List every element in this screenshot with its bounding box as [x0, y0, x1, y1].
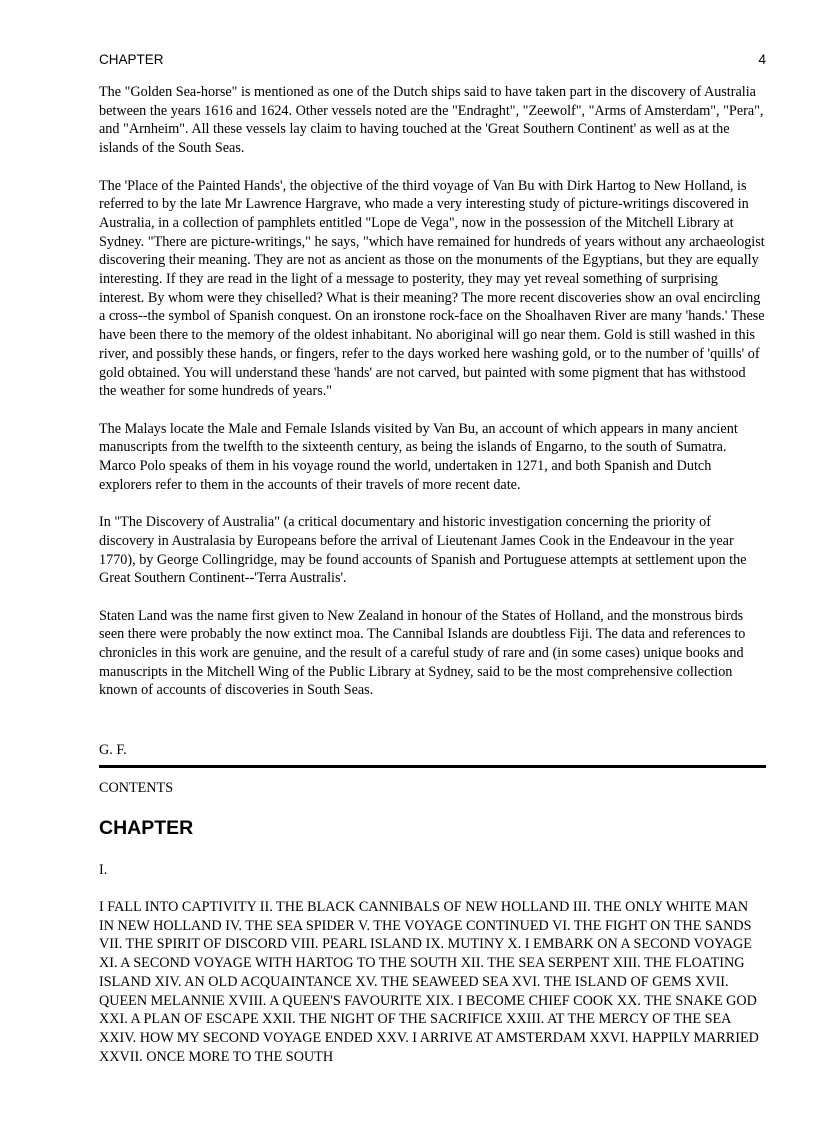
chapter-numeral: I. — [99, 862, 108, 878]
page-number: 4 — [758, 52, 766, 67]
paragraph: In "The Discovery of Australia" (a critical documentary and historic investigation concerning the priority of discovery in Australasia by Europeans before the arrival of Lieutenant James Cook in the Endeavour in the year 1770), by George Collingridge, may be found accounts of Spanish and Portuguese attempts at settlement upon the Great Southern Continent--'Terra Australis'. — [99, 514, 747, 587]
paragraph: The Malays locate the Male and Female Islands visited by Van Bu, an account of which appears in many ancient manuscripts from the twelfth to the sixteenth century, as being the islands of Engarno, to the south of Sumatra. Marco Polo speaks of them in his voyage round the world, undertaken in 1271, and both Spanish and Dutch explorers refer to them in the accounts of their travels of more recent date. — [99, 420, 738, 493]
paragraph: The "Golden Sea-horse" is mentioned as one of the Dutch ships said to have taken part in the discovery of Australia between the years 1616 and 1624. Other vessels noted are the "Endraght", "Zeewolf", "Arms of Amsterdam", "Pera", and "Arnheim". All these vessels lay claim to having touched at the 'Great Southern Continent' as well as at the islands of the South Seas. — [99, 84, 764, 157]
section-divider — [99, 765, 766, 768]
preface-body — [99, 83, 766, 719]
paragraph: The 'Place of the Painted Hands', the objective of the third voyage of Van Bu with Dirk Hartog to New Holland, is referred to by the late Mr Lawrence Hargrave, who made a very interesting study of picture-writings discovered in Australia, in a collection of pamphlets entitled "Lope de Vega", now in the possession of the Mitchell Library at Sydney. "There are picture-writings," he says, "which have remained for hundreds of years without any archaeologist discovering their meaning. They are not as ancient as those on the monuments of the Egyptians, but they are equally interesting. If they are read in the light of a message to posterity, they may yet reveal something of surprising interest. By whom were they chiselled? What is their meaning? The more recent discoveries show an oval encircling a cross--the symbol of Spanish conquest. On an ironstone rock-face on the Shoalhaven River are many 'hands.' These have been there to the memory of the oldest inhabitant. No aboriginal will go near them. Gold is still washed in this river, and possibly these hands, or fingers, refer to the days worked here washing gold, or to the number of 'quills' of gold obtained. You will understand these 'hands' are not carved, but painted with some pigment that has withstood the weather for some hundreds of years." — [99, 177, 765, 400]
running-header-title: CHAPTER — [99, 52, 164, 67]
running-header — [99, 52, 766, 67]
table-of-contents: I FALL INTO CAPTIVITY II. THE BLACK CANNIBALS OF NEW HOLLAND III. THE ONLY WHITE MAN IN NEW HOLLAND IV. THE SEA SPIDER V. THE VOYAGE CONTINUED VI. THE FIGHT ON THE SANDS VII. THE SPIRIT OF DISCORD VIII. PEARL ISLAND IX. MUTINY X. I EMBARK ON A SECOND VOYAGE XI. A SECOND VOYAGE WITH HARTOG TO THE SOUTH XII. THE SEA SERPENT XIII. THE FLOATING ISLAND XIV. AN OLD ACQUAINTANCE XV. THE SEAWEED SEA XVI. THE ISLAND OF GEMS XVII. QUEEN MELANNIE XVIII. A QUEEN'S FAVOURITE XIX. I BECOME CHIEF COOK XX. THE SNAKE GOD XXI. A PLAN OF ESCAPE XXII. THE NIGHT OF THE SACRIFICE XXIII. AT THE MERCY OF THE SEA XXIV. HOW MY SECOND VOYAGE ENDED XXV. I ARRIVE AT AMSTERDAM XXVI. HAPPILY MARRIED XXVII. ONCE MORE TO THE SOUTH — [99, 899, 759, 1065]
contents-label: CONTENTS — [99, 780, 174, 796]
paragraph: Staten Land was the name first given to New Zealand in honour of the States of Holland, and the monstrous birds seen there were probably the now extinct moa. The Cannibal Islands are doubtless Fiji. The data and references to chronicles in this work are genuine, and the result of a careful study of rare and (in some cases) unique books and manuscripts in the Mitchell Wing of the Public Library at Sydney, said to be the most comprehensive collection known of accounts of discoveries in South Seas. — [99, 607, 746, 699]
author-initials: G. F. — [99, 742, 127, 758]
chapter-heading: CHAPTER — [99, 817, 194, 839]
